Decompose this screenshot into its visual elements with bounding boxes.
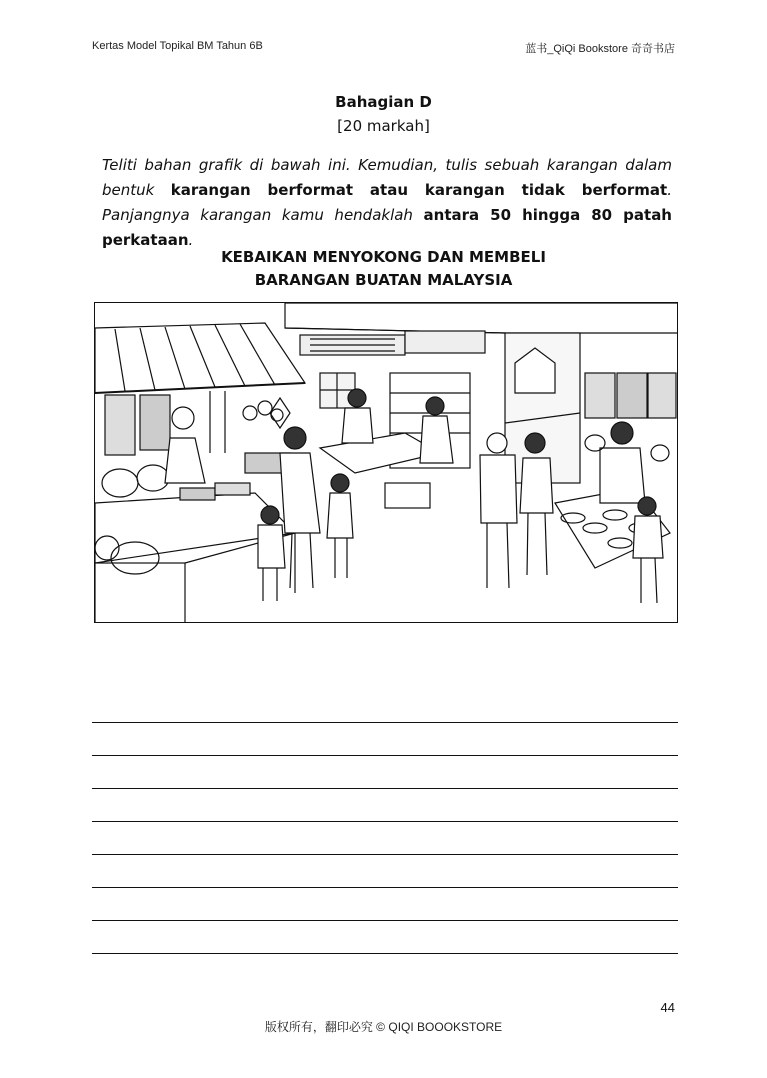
writing-line[interactable] — [92, 822, 678, 855]
page-number: 44 — [660, 1000, 675, 1015]
topic-line2: BARANGAN BUATAN MALAYSIA — [254, 271, 513, 289]
header-left-text: Kertas Model Topikal BM Tahun 6B — [92, 40, 263, 52]
writing-lines — [92, 690, 678, 954]
instructions-part2: . Panjangnya karangan kamu hendaklah — [102, 181, 672, 224]
section-title: Bahagian D — [335, 93, 432, 111]
market-scene-drawing — [95, 303, 678, 623]
header-right-text: 蓝书_QiQi Bookstore 奇奇书店 — [525, 43, 675, 55]
instructions-part3: . — [188, 231, 194, 249]
section-marks: [20 markah] — [337, 117, 430, 135]
market-illustration — [94, 302, 678, 623]
writing-line[interactable] — [92, 690, 678, 723]
writing-line[interactable] — [92, 888, 678, 921]
instructions-bold2: antara 50 hingga 80 patah perkataan — [102, 206, 672, 249]
footer-copyright: 版权所有，翻印必究 © QIQI BOOOKSTORE — [264, 1020, 503, 1034]
topic-title — [0, 246, 767, 292]
topic-line1: KEBAIKAN MENYOKONG DAN MEMBELI — [221, 248, 546, 266]
instructions-part1: Teliti bahan grafik di bawah ini. Kemudian, tulis sebuah karangan dalam bentuk — [102, 156, 672, 199]
writing-line[interactable] — [92, 855, 678, 888]
instructions-bold1: karangan berformat atau karangan tidak berformat — [170, 181, 668, 199]
instructions — [102, 153, 672, 253]
writing-line[interactable] — [92, 789, 678, 822]
writing-line[interactable] — [92, 921, 678, 954]
writing-line[interactable] — [92, 756, 678, 789]
writing-line[interactable] — [92, 723, 678, 756]
